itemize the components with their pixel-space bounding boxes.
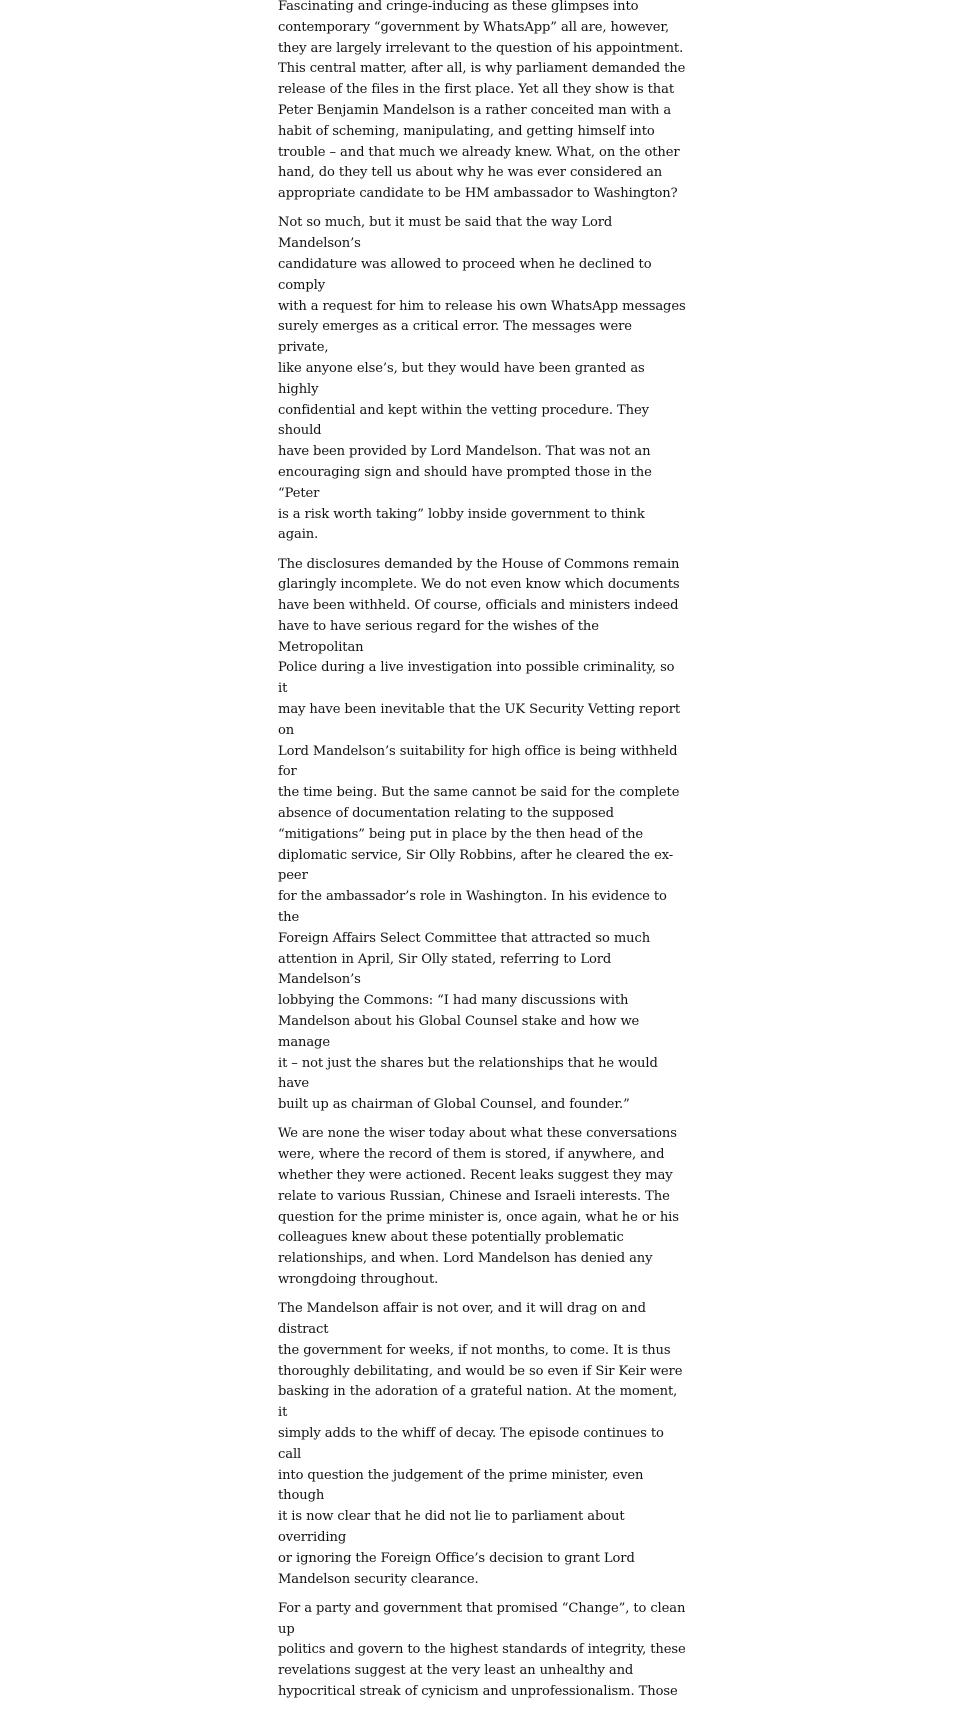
article-paragraph: Fascinating and cringe-inducing as these glimpses into contemporary “government by WhatsApp” all are, however, they are largely irrelevant to the question of his appointment. This central matter, after all, is why parliament demanded the release of the files in the first place. Yet all they show is that Peter Benjamin Mandelson is a rather conceited man with a habit of scheming, manipulating, and getting himself into trouble – and that much we already knew. What, on the other hand, do they tell us about why he was ever considered an appropriate candidate to be HM ambassador to Washington?: [278, 0, 686, 202]
article-paragraph: For a party and government that promised “Change”, to clean up politics and govern to the highest standards of integrity, these revelations suggest at the very least an unhealthy and hypocritical streak of cynicism and unprofessionalism. Those: [278, 1600, 686, 1699]
article-paragraph: We are none the wiser today about what these conversations were, where the record of them is stored, if anywhere, and whether they were actioned. Recent leaks suggest they may relate to various Russian, Chinese and Israeli interests. The question for the prime minister is, once again, what he or his colleagues knew about these potentially problematic relationships, and when. Lord Mandelson has denied any wrongdoing throughout.: [278, 1126, 679, 1287]
article-paragraph: Not so much, but it must be said that the way Lord Mandelson’s candidature was allowed to proceed when he declined to comply with a request for him to release his own WhatsApp messages surely emerges as a critical error. The messages were private, like anyone else’s, but they would have been granted as highly confidential and kept within the vetting procedure. They should have been provided by Lord Mandelson. That was not an encouraging sign and should have prompted those in the “Peter is a risk worth taking” lobby inside government to think again.: [278, 215, 686, 543]
article-paragraph: The Mandelson affair is not over, and it will drag on and distract the government for weeks, if not months, to come. It is thus thoroughly debilitating, and would be so even if Sir Keir were basking in the adoration of a grateful nation. At the moment, it simply adds to the whiff of decay. The episode continues to call into question the judgement of the prime minister, even though it is now clear that he did not lie to parliament about overriding or ignoring the Foreign Office’s decision to grant Lord Mandelson security clearance.: [278, 1301, 683, 1587]
article-paragraph: The disclosures demanded by the House of Commons remain glaringly incomplete. We do not even know which documents have been withheld. Of course, officials and ministers indeed have to have serious regard for the wishes of the Metropolitan Police during a live investigation into possible criminality, so it may have been inevitable that the UK Security Vetting report on Lord Mandelson’s suitability for high office is being withheld for the time being. But the same cannot be said for the complete absence of documentation relating to the supposed “mitigations” being put in place by the then head of the diplomatic service, Sir Olly Robbins, after he cleared the ex-peer for the ambassador’s role in Washington. In his evidence to the Foreign Affairs Select Committee that attracted so much attention in April, Sir Olly stated, referring to Lord Mandelson’s lobbying the Commons: “I had many discussions with Mandelson about his Global Counsel stake and how we manage it – not just the shares but the relationships that he would have built up as chairman of Global Counsel, and founder.”: [278, 556, 681, 1113]
article-body: [278, 0, 686, 1711]
